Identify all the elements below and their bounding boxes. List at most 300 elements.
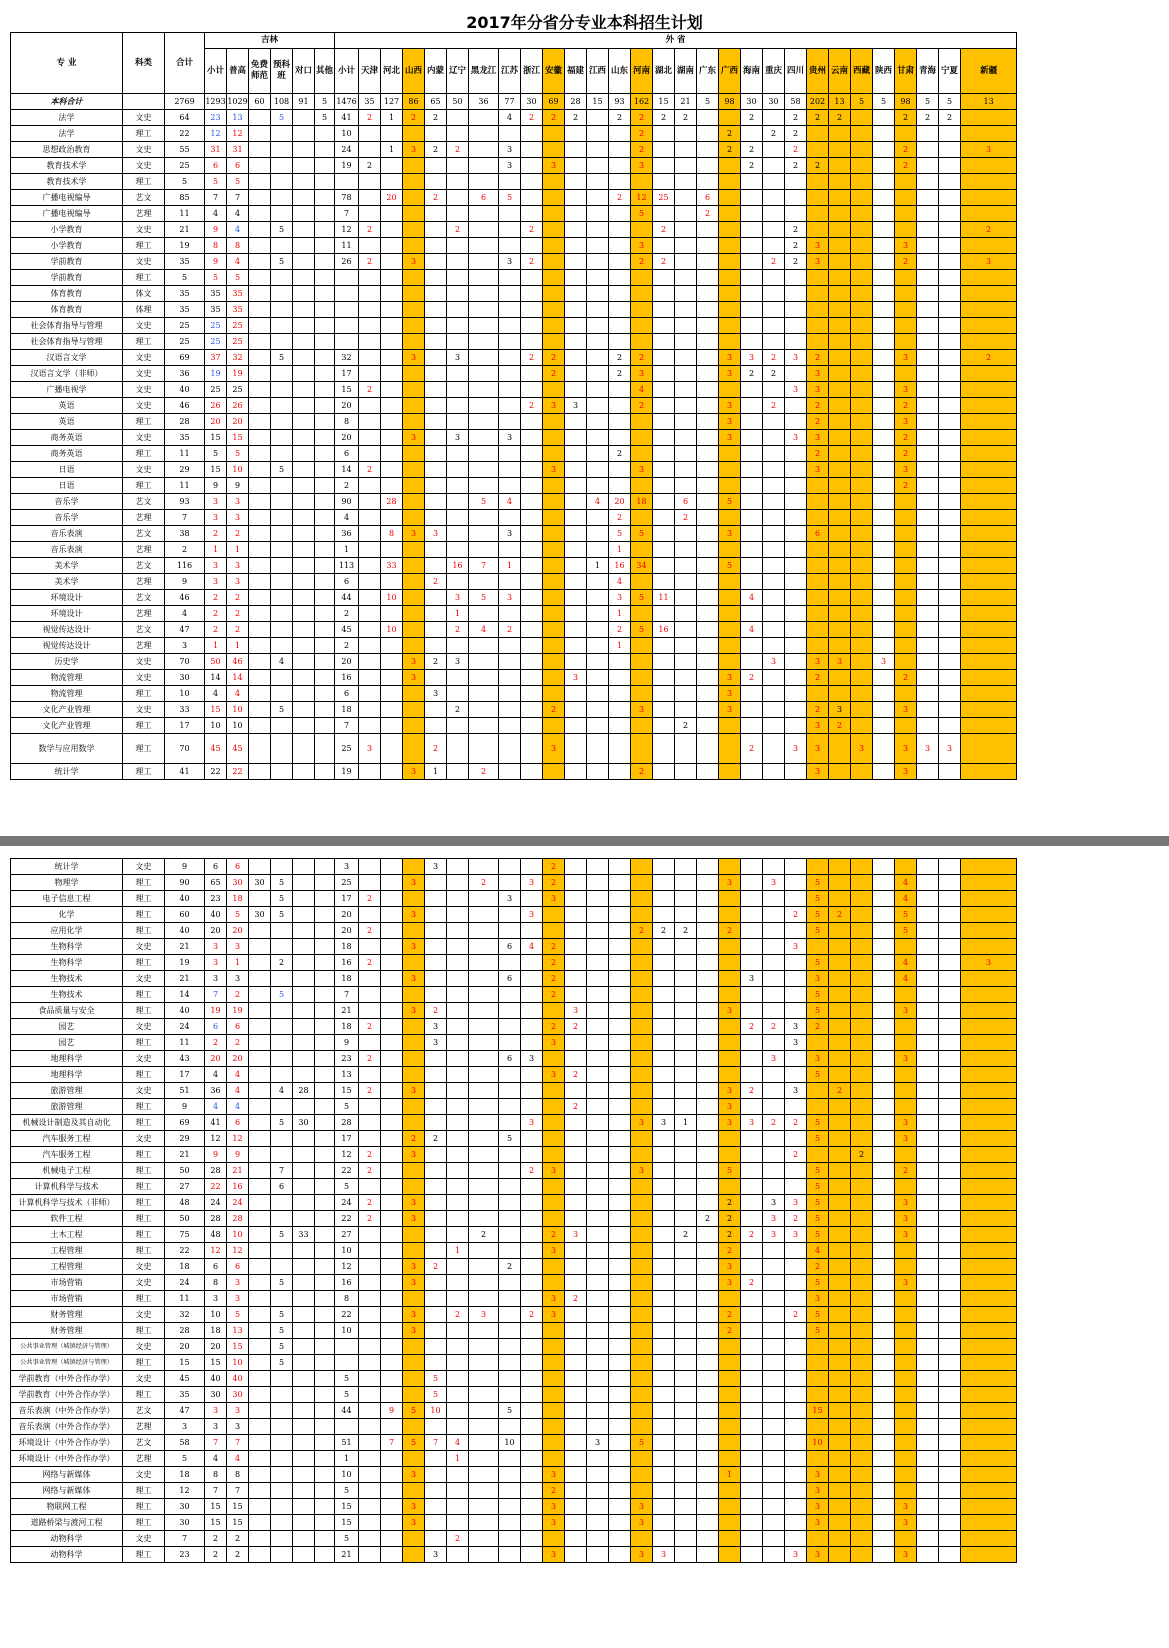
province-value (829, 1307, 851, 1323)
province-value: 1 (719, 1467, 741, 1483)
province-value: 5 (807, 1195, 829, 1211)
jilin-value (271, 270, 293, 286)
jilin-value (271, 606, 293, 622)
province-value (543, 190, 565, 206)
province-value (763, 1131, 785, 1147)
province-value (763, 478, 785, 494)
province-value (675, 574, 697, 590)
province-value: 2 (785, 254, 807, 270)
province-value (403, 718, 425, 734)
province-value (521, 923, 543, 939)
province-value (675, 270, 697, 286)
province-value (565, 875, 587, 891)
subject-type: 理工 (123, 987, 165, 1003)
province-value (521, 1227, 543, 1243)
column-header-province: 重庆 (763, 49, 785, 94)
province-value (785, 286, 807, 302)
province-value: 3 (785, 1227, 807, 1243)
jilin-value (293, 398, 315, 414)
province-value: 2 (675, 510, 697, 526)
column-header-province: 陕西 (873, 49, 895, 94)
major-name: 汽车服务工程 (11, 1147, 123, 1163)
province-value (425, 542, 447, 558)
province-value (565, 542, 587, 558)
jilin-value: 3 (227, 1275, 249, 1291)
jilin-value: 65 (205, 875, 227, 891)
province-value (587, 126, 609, 142)
province-value (403, 606, 425, 622)
province-value (785, 366, 807, 382)
province-value: 2 (763, 126, 785, 142)
province-value: 33 (381, 558, 403, 574)
province-value (543, 558, 565, 574)
province-value (697, 1387, 719, 1403)
province-value: 14 (335, 462, 359, 478)
province-value: 1 (447, 606, 469, 622)
province-value: 3 (741, 1115, 763, 1131)
province-value: 2 (719, 142, 741, 158)
province-value (359, 939, 381, 955)
province-value (587, 1531, 609, 1547)
province-value (543, 1259, 565, 1275)
province-value (763, 142, 785, 158)
jilin-value: 3 (227, 574, 249, 590)
jilin-value: 3 (227, 1403, 249, 1419)
province-value (609, 1515, 631, 1531)
jilin-value (315, 1163, 335, 1179)
major-name: 美术学 (11, 558, 123, 574)
province-value: 28 (381, 494, 403, 510)
column-header-province: 天津 (359, 49, 381, 94)
jilin-value (315, 1403, 335, 1419)
province-value (381, 1131, 403, 1147)
jilin-value (293, 1099, 315, 1115)
province-value (381, 1323, 403, 1339)
province-value (447, 318, 469, 334)
major-name: 思想政治教育 (11, 142, 123, 158)
province-value (807, 126, 829, 142)
subject-type: 理工 (123, 734, 165, 764)
province-value (675, 1547, 697, 1563)
province-value (447, 1211, 469, 1227)
province-value (609, 1419, 631, 1435)
table-row (11, 1403, 1017, 1419)
province-value: 5 (631, 526, 653, 542)
province-value (565, 1195, 587, 1211)
province-value (543, 590, 565, 606)
province-value (763, 1531, 785, 1547)
total-value: 5 (873, 94, 895, 110)
province-value (785, 414, 807, 430)
province-value (675, 238, 697, 254)
province-value (807, 1035, 829, 1051)
province-value (447, 1099, 469, 1115)
province-value (763, 1515, 785, 1531)
province-value (499, 1483, 521, 1499)
row-total: 21 (165, 1147, 205, 1163)
province-value (895, 1259, 917, 1275)
province-value (763, 462, 785, 478)
province-value (829, 1099, 851, 1115)
jilin-value: 5 (271, 350, 293, 366)
province-value (741, 1483, 763, 1499)
province-value (807, 1147, 829, 1163)
province-value (719, 1035, 741, 1051)
province-value (381, 1515, 403, 1531)
jilin-value: 5 (205, 174, 227, 190)
province-value (939, 939, 961, 955)
province-value (425, 1291, 447, 1307)
province-value (851, 859, 873, 875)
major-name: 法学 (11, 126, 123, 142)
province-value (381, 1467, 403, 1483)
subject-type: 文史 (123, 1051, 165, 1067)
province-value (961, 1403, 1017, 1419)
column-header-type: 科类 (123, 33, 165, 94)
column-header-province: 黑龙江 (469, 49, 499, 94)
province-value (587, 334, 609, 350)
total-value: 98 (895, 94, 917, 110)
province-value (403, 1419, 425, 1435)
subject-type: 理工 (123, 1147, 165, 1163)
province-value (873, 1515, 895, 1531)
total-value: 15 (653, 94, 675, 110)
province-value (425, 286, 447, 302)
province-value (469, 574, 499, 590)
province-value (873, 1131, 895, 1147)
jilin-value (293, 1035, 315, 1051)
jilin-value (293, 222, 315, 238)
province-value (697, 1355, 719, 1371)
province-value (335, 1339, 359, 1355)
province-value (851, 764, 873, 780)
province-value (917, 526, 939, 542)
jilin-value: 40 (205, 1371, 227, 1387)
row-total: 75 (165, 1227, 205, 1243)
jilin-value (249, 1499, 271, 1515)
major-name: 文化产业管理 (11, 718, 123, 734)
subject-type: 理工 (123, 875, 165, 891)
province-value (631, 987, 653, 1003)
province-value (543, 1531, 565, 1547)
jilin-value (315, 907, 335, 923)
province-value (829, 318, 851, 334)
province-value: 3 (741, 971, 763, 987)
province-value (697, 1115, 719, 1131)
province-value (521, 1131, 543, 1147)
province-value (873, 558, 895, 574)
jilin-value (249, 1163, 271, 1179)
province-value (543, 302, 565, 318)
province-value (785, 1323, 807, 1339)
province-value (785, 1243, 807, 1259)
province-value (425, 955, 447, 971)
province-value (609, 1083, 631, 1099)
province-value (895, 1147, 917, 1163)
province-value: 3 (403, 350, 425, 366)
province-value (499, 1275, 521, 1291)
province-value (609, 764, 631, 780)
major-name: 旅游管理 (11, 1099, 123, 1115)
province-value (961, 574, 1017, 590)
jilin-value (315, 718, 335, 734)
table-row (11, 1307, 1017, 1323)
province-value: 3 (543, 891, 565, 907)
row-total: 23 (165, 1547, 205, 1563)
province-value (469, 462, 499, 478)
province-value (895, 1435, 917, 1451)
province-value: 5 (335, 1483, 359, 1499)
province-value: 3 (763, 1211, 785, 1227)
jilin-value (249, 1003, 271, 1019)
province-value (521, 622, 543, 638)
province-value (403, 158, 425, 174)
province-value (851, 526, 873, 542)
province-value (719, 1179, 741, 1195)
province-value (403, 702, 425, 718)
province-value (609, 1179, 631, 1195)
subject-type: 文史 (123, 222, 165, 238)
province-value (873, 606, 895, 622)
row-total: 25 (165, 158, 205, 174)
table-row (11, 1211, 1017, 1227)
province-value (521, 1467, 543, 1483)
jilin-value: 40 (227, 1371, 249, 1387)
province-value (961, 494, 1017, 510)
province-value (829, 1115, 851, 1131)
province-value (543, 542, 565, 558)
province-value: 3 (807, 1051, 829, 1067)
province-value (697, 1003, 719, 1019)
jilin-value: 4 (227, 206, 249, 222)
province-value (381, 222, 403, 238)
province-value (499, 1419, 521, 1435)
jilin-value: 5 (205, 270, 227, 286)
province-value: 2 (785, 142, 807, 158)
province-value (719, 318, 741, 334)
province-value (653, 414, 675, 430)
province-value (873, 859, 895, 875)
province-value (917, 907, 939, 923)
province-value (851, 254, 873, 270)
jilin-value: 1 (205, 542, 227, 558)
province-value (873, 1147, 895, 1163)
province-value (359, 366, 381, 382)
province-value: 4 (631, 382, 653, 398)
province-value (851, 1115, 873, 1131)
province-value (335, 334, 359, 350)
province-value (961, 1227, 1017, 1243)
province-value (447, 1339, 469, 1355)
province-value (447, 1067, 469, 1083)
province-value (939, 1099, 961, 1115)
province-value (829, 638, 851, 654)
province-value (741, 318, 763, 334)
province-value (381, 1451, 403, 1467)
column-header-province: 江苏 (499, 49, 521, 94)
province-value (785, 590, 807, 606)
province-value (653, 718, 675, 734)
province-value (565, 430, 587, 446)
province-value (873, 462, 895, 478)
province-value (741, 764, 763, 780)
province-value (829, 1067, 851, 1083)
province-value (653, 238, 675, 254)
province-value (851, 654, 873, 670)
province-value (469, 1403, 499, 1419)
province-value (829, 1371, 851, 1387)
province-value (587, 590, 609, 606)
province-value (565, 126, 587, 142)
sheet-pane-bottom (10, 858, 1017, 1648)
province-value: 5 (425, 1387, 447, 1403)
province-value (499, 1115, 521, 1131)
province-value (469, 1195, 499, 1211)
province-value (521, 414, 543, 430)
jilin-value (271, 1067, 293, 1083)
jilin-value (271, 366, 293, 382)
major-name: 商务英语 (11, 430, 123, 446)
province-value (697, 366, 719, 382)
row-total: 35 (165, 1387, 205, 1403)
province-value (939, 254, 961, 270)
province-value: 6 (807, 526, 829, 542)
subject-type: 理工 (123, 686, 165, 702)
province-value (785, 558, 807, 574)
province-value (469, 1483, 499, 1499)
total-value: 69 (543, 94, 565, 110)
province-value (565, 654, 587, 670)
province-value (381, 971, 403, 987)
jilin-value: 35 (205, 302, 227, 318)
province-value (741, 494, 763, 510)
province-value (873, 142, 895, 158)
province-value (653, 174, 675, 190)
province-value (521, 1259, 543, 1275)
province-value (961, 1483, 1017, 1499)
province-value: 2 (653, 110, 675, 126)
province-value (851, 1499, 873, 1515)
province-value (381, 1355, 403, 1371)
province-value (675, 174, 697, 190)
row-total: 7 (165, 1531, 205, 1547)
province-value (719, 334, 741, 350)
province-value (939, 302, 961, 318)
province-value (719, 654, 741, 670)
province-value (521, 526, 543, 542)
province-value (425, 939, 447, 955)
jilin-value: 37 (205, 350, 227, 366)
province-value: 3 (807, 366, 829, 382)
province-value (447, 1499, 469, 1515)
province-value (829, 430, 851, 446)
province-value (939, 334, 961, 350)
province-value (785, 875, 807, 891)
table-row (11, 1499, 1017, 1515)
province-value (873, 238, 895, 254)
province-value (565, 1371, 587, 1387)
row-total: 2 (165, 542, 205, 558)
subject-type: 文史 (123, 350, 165, 366)
province-value (741, 939, 763, 955)
major-name: 统计学 (11, 859, 123, 875)
province-value (961, 398, 1017, 414)
jilin-value: 19 (205, 1003, 227, 1019)
province-value: 2 (469, 1227, 499, 1243)
province-value (521, 1339, 543, 1355)
jilin-value (249, 1339, 271, 1355)
province-value: 5 (807, 1179, 829, 1195)
province-value (697, 526, 719, 542)
province-value (543, 174, 565, 190)
province-value: 3 (785, 1083, 807, 1099)
province-value (359, 446, 381, 462)
province-value (939, 510, 961, 526)
province-value (917, 702, 939, 718)
province-value (631, 1243, 653, 1259)
jilin-value: 8 (205, 1467, 227, 1483)
jilin-value: 4 (227, 254, 249, 270)
province-value (469, 254, 499, 270)
province-value (785, 1259, 807, 1275)
subject-type: 文史 (123, 1131, 165, 1147)
province-value: 2 (763, 1115, 785, 1131)
jilin-value (271, 398, 293, 414)
province-value (873, 270, 895, 286)
province-value (697, 558, 719, 574)
province-value: 3 (521, 1051, 543, 1067)
province-value (895, 510, 917, 526)
province-value: 6 (469, 190, 499, 206)
province-value: 3 (403, 939, 425, 955)
province-value (469, 158, 499, 174)
province-value (917, 254, 939, 270)
province-value (653, 987, 675, 1003)
province-value (403, 1355, 425, 1371)
province-value (447, 238, 469, 254)
province-value (785, 398, 807, 414)
province-value (939, 1179, 961, 1195)
jilin-value (293, 414, 315, 430)
province-value (763, 622, 785, 638)
jilin-value: 2 (205, 1547, 227, 1563)
province-value (829, 1035, 851, 1051)
province-value (469, 142, 499, 158)
major-name: 法学 (11, 110, 123, 126)
province-value (403, 891, 425, 907)
province-value (697, 510, 719, 526)
province-value (381, 350, 403, 366)
province-value (851, 110, 873, 126)
province-value (697, 764, 719, 780)
province-value (675, 1467, 697, 1483)
province-value: 3 (895, 238, 917, 254)
province-value (785, 574, 807, 590)
province-value (447, 382, 469, 398)
table-row (11, 923, 1017, 939)
jilin-value (315, 1419, 335, 1435)
province-value (719, 1515, 741, 1531)
province-value (939, 286, 961, 302)
province-value: 11 (653, 590, 675, 606)
province-value: 36 (335, 526, 359, 542)
jilin-value (271, 1451, 293, 1467)
jilin-value: 3 (227, 1419, 249, 1435)
province-value (381, 158, 403, 174)
province-value (543, 142, 565, 158)
province-value: 3 (719, 350, 741, 366)
jilin-value: 3 (227, 1291, 249, 1307)
